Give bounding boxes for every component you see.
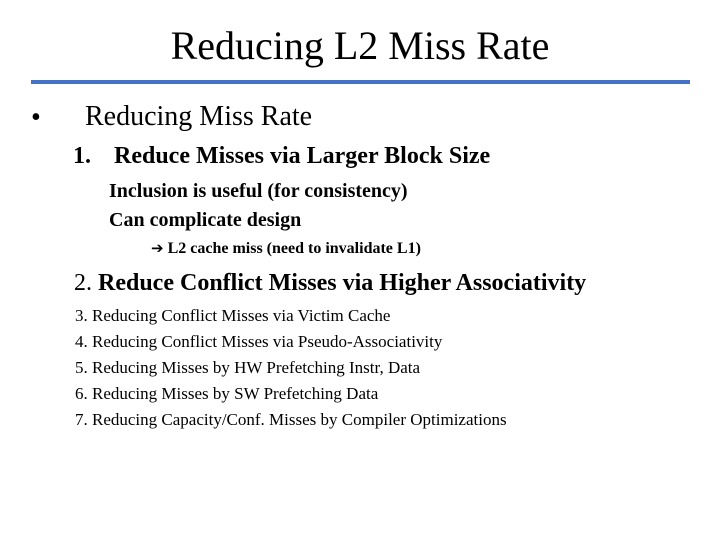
list-item: 3. Reducing Conflict Misses via Victim Cache [75,306,391,325]
bullet-heading: Reducing Miss Rate [85,101,313,132]
arrow-point-text: L2 cache miss (need to invalidate L1) [167,240,421,257]
list-item: 7. Reducing Capacity/Conf. Misses by Compiler Optimizations [75,410,507,429]
item-1-number: 1. [73,143,91,169]
list-item: 6. Reducing Misses by SW Prefetching Data [75,384,379,403]
slide-title: Reducing L2 Miss Rate [170,23,550,68]
title-divider [31,80,690,84]
item-2 [74,268,586,298]
item-2-text: Reduce Conflict Misses via Higher Associativity [98,270,587,296]
arrow-right-icon: ➔ [151,239,164,257]
item-1-text: Reduce Misses via Larger Block Size [114,143,491,169]
list-item: 4. Reducing Conflict Misses via Pseudo-Associativity [75,332,443,351]
bullet-icon: • [31,102,41,133]
list-item: 5. Reducing Misses by HW Prefetching Instr, Data [75,358,421,377]
item-1 [73,141,490,171]
item-2-number: 2. [74,270,92,296]
arrow-point [151,238,421,259]
subpoint-inclusion: Inclusion is useful (for consistency) [109,180,408,202]
subpoint-complicate: Can complicate design [109,209,302,231]
technique-list [75,303,507,433]
